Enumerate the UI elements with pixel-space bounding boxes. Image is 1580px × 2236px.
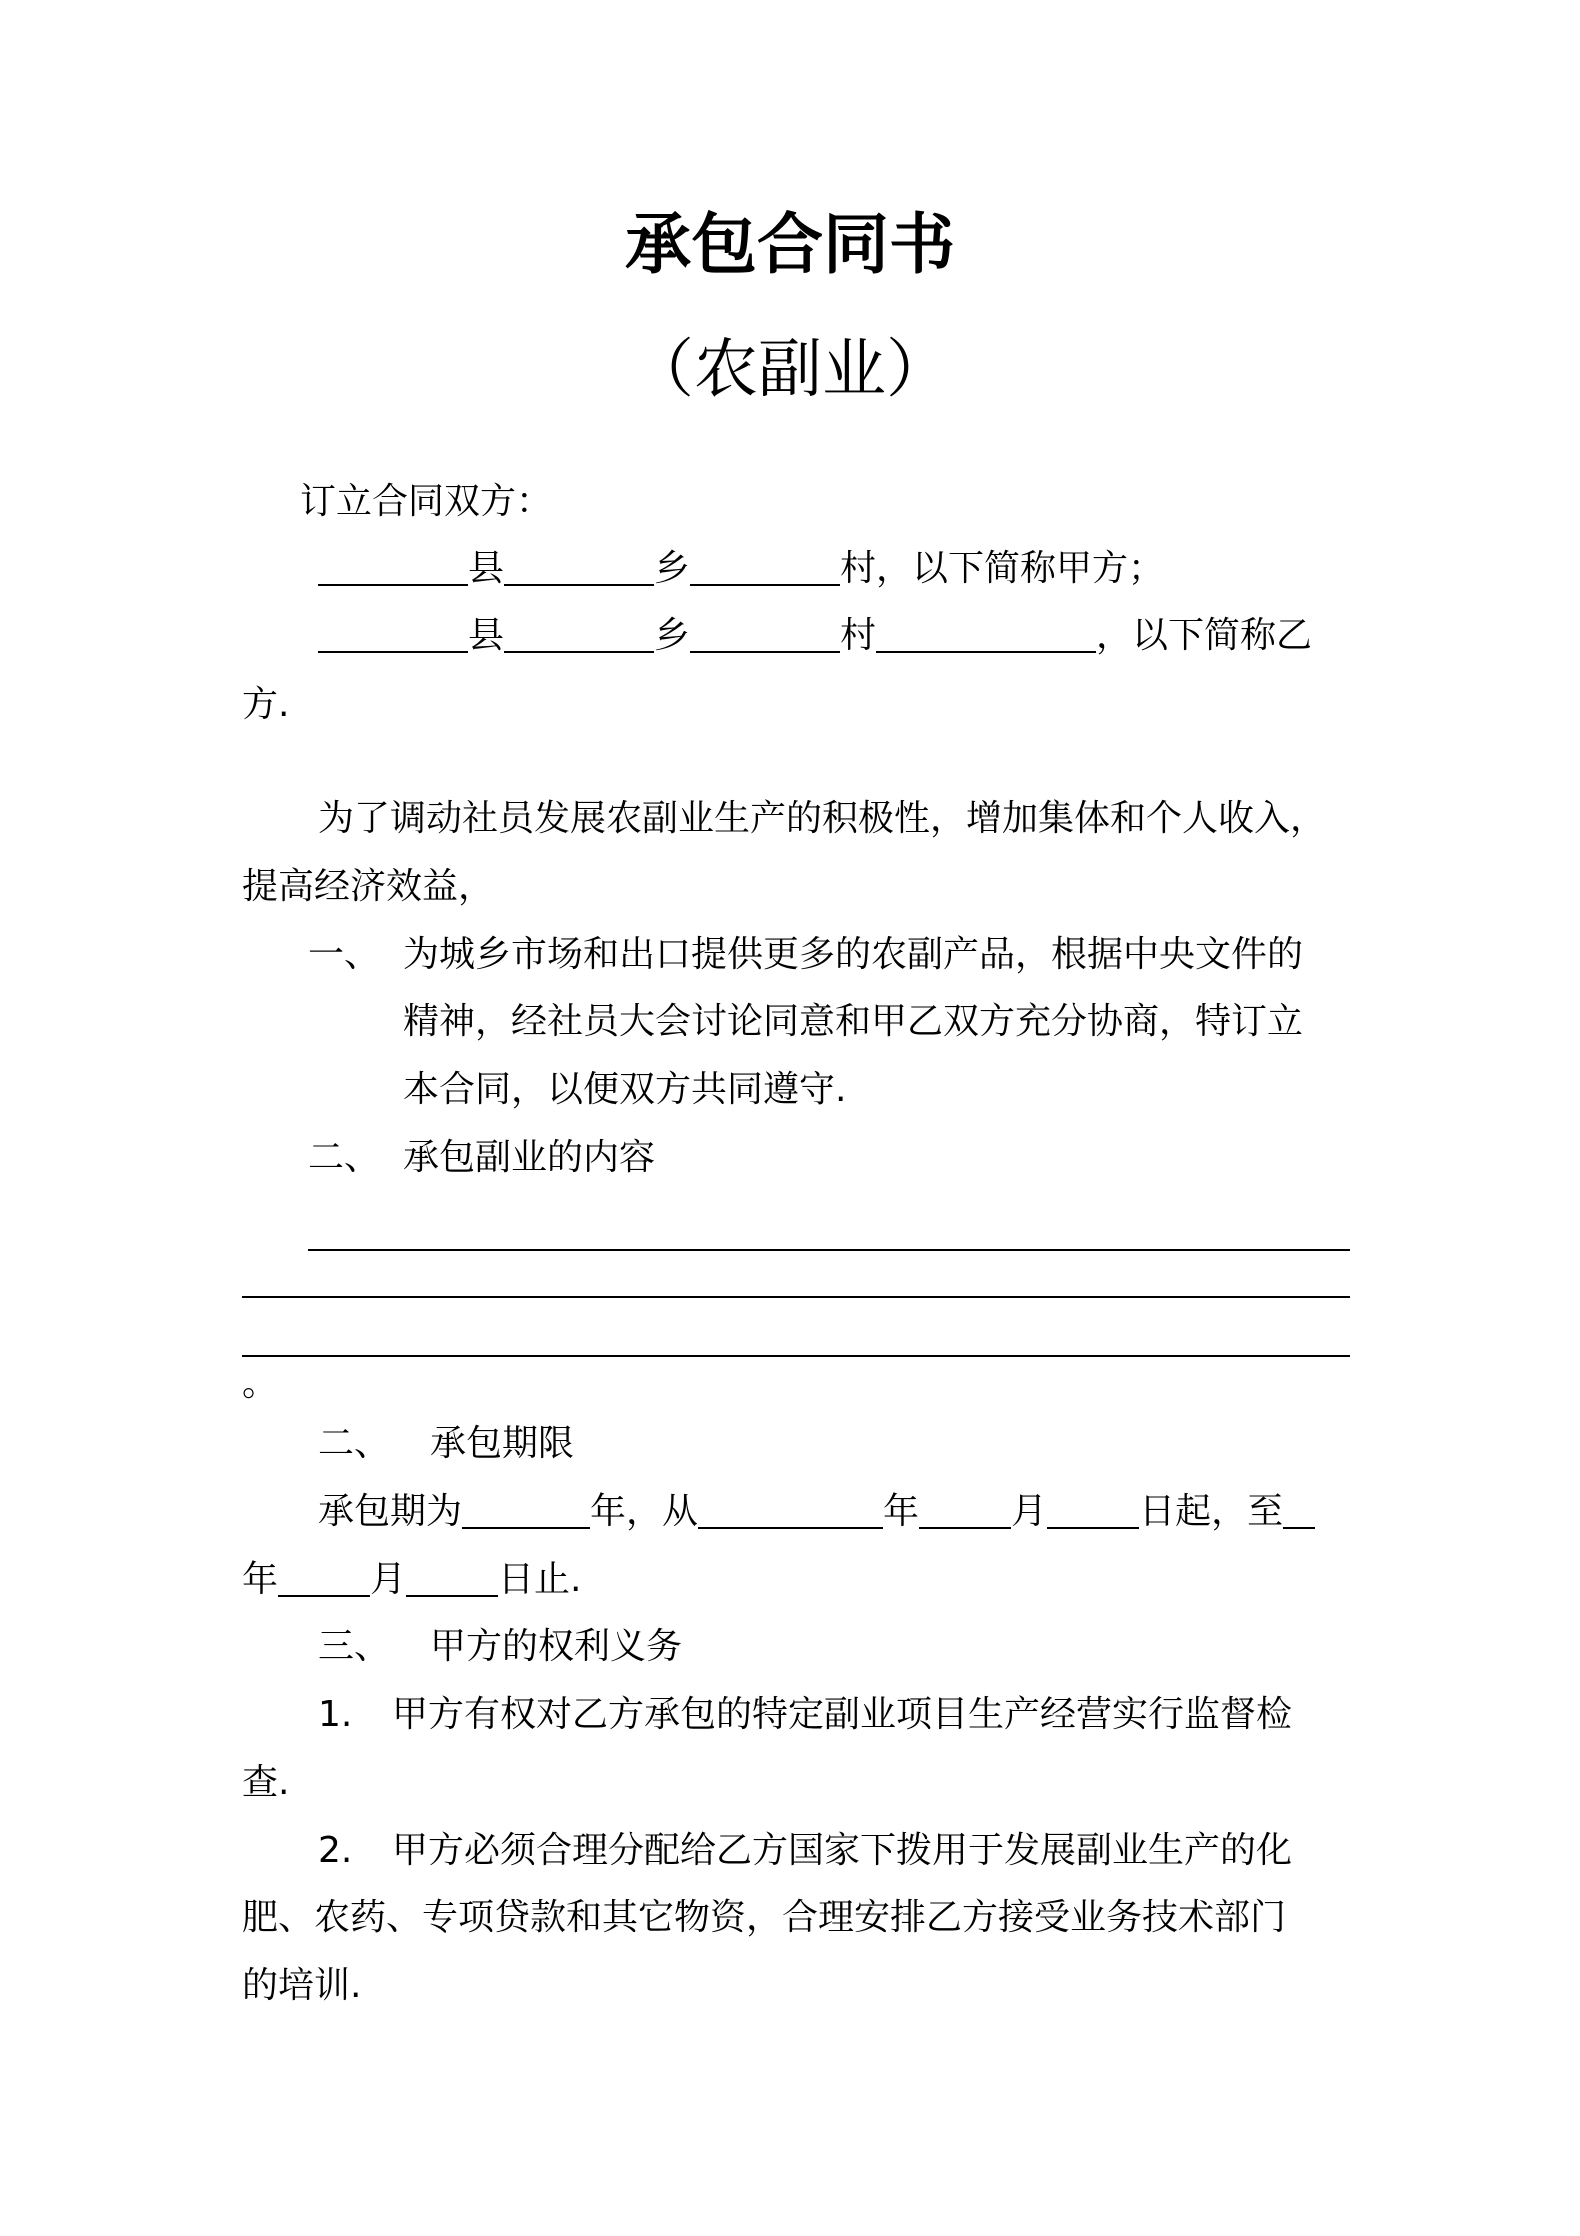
- term-line-2: [242, 1556, 581, 1604]
- party-b-township-blank: [504, 615, 654, 653]
- party-a-county-label: 县: [468, 548, 505, 589]
- term-year-label: 年: [883, 1491, 920, 1532]
- rights-heading: 甲方的权利义务: [430, 1626, 683, 1667]
- party-a-township-label: 乡: [654, 548, 691, 589]
- term-end-year-blank: [1283, 1491, 1315, 1529]
- rights-item-2-num: 2.: [318, 1830, 353, 1871]
- content-blank-line-3: [242, 1355, 1350, 1357]
- rights-marker: 三、: [318, 1626, 391, 1667]
- content-end-mark: 。: [242, 1363, 279, 1404]
- party-b-village-label: 村: [840, 615, 877, 656]
- page-subtitle: （农副业）: [630, 333, 950, 407]
- term-end-label: 日止.: [498, 1559, 582, 1600]
- term-end-month-blank: [278, 1559, 370, 1597]
- content-blank-line-2: [242, 1296, 1350, 1298]
- list-item-1-line-2: 精神，经社员大会讨论同意和甲乙双方充分协商，特订立: [403, 1001, 1304, 1042]
- party-a-village-blank: [690, 548, 840, 586]
- term-start-day-blank: [1047, 1491, 1139, 1529]
- party-a-line: [318, 545, 1164, 593]
- list-marker-1: 一、: [308, 934, 381, 975]
- preamble-line-2: 提高经济效益，: [242, 866, 495, 907]
- party-b-county-blank: [318, 615, 468, 653]
- rights-item-1-line-1: 甲方有权对乙方承包的特定副业项目生产经营实行监督检: [392, 1694, 1293, 1735]
- term-start-year-blank: [698, 1491, 883, 1529]
- term-end-day-blank: [406, 1559, 498, 1597]
- term-end-month-label: 月: [370, 1559, 407, 1600]
- rights-item-1-num: 1.: [318, 1694, 353, 1735]
- term-line-1: [318, 1488, 1315, 1536]
- content-blank-line-1: [308, 1249, 1350, 1251]
- rights-item-2-line-1: 甲方必须合理分配给乙方国家下拨用于发展副业生产的化: [392, 1830, 1293, 1871]
- page-title: 承包合同书: [625, 206, 955, 283]
- party-a-township-blank: [504, 548, 654, 586]
- party-a-suffix: 村，以下简称甲方；: [840, 548, 1165, 589]
- list-item-1-line-1: 为城乡市场和出口提供更多的农副产品，根据中央文件的: [403, 934, 1304, 975]
- party-b-line: [318, 612, 1312, 660]
- list-marker-2: 二、: [308, 1137, 381, 1178]
- term-end-year-label: 年: [242, 1559, 279, 1600]
- list-item-2-text: 承包副业的内容: [403, 1137, 656, 1178]
- term-prefix: 承包期为: [318, 1491, 463, 1532]
- preamble-line-1: 为了调动社员发展农副业生产的积极性，增加集体和个人收入，: [318, 798, 1327, 839]
- party-b-village-blank: [690, 615, 840, 653]
- party-a-county-blank: [318, 548, 468, 586]
- rights-item-2-line-3: 的培训.: [242, 1965, 362, 2006]
- term-marker: 二、: [318, 1423, 391, 1464]
- term-start-month-blank: [919, 1491, 1011, 1529]
- term-heading: 承包期限: [430, 1423, 575, 1464]
- party-b-suffix: ，以下简称乙: [1096, 615, 1313, 656]
- term-day-from: 日起，至: [1139, 1491, 1284, 1532]
- party-b-township-label: 乡: [654, 615, 691, 656]
- party-b-name-blank: [876, 615, 1096, 653]
- term-year-from: 年，从: [590, 1491, 699, 1532]
- parties-intro: 订立合同双方：: [300, 481, 553, 522]
- rights-item-2-line-2: 肥、农药、专项贷款和其它物资，合理安排乙方接受业务技术部门: [242, 1897, 1287, 1938]
- term-years-blank: [462, 1491, 590, 1529]
- party-b-county-label: 县: [468, 615, 505, 656]
- rights-item-1-line-2: 查.: [242, 1762, 290, 1803]
- party-b-tail: 方.: [242, 684, 290, 725]
- term-month-label: 月: [1011, 1491, 1048, 1532]
- list-item-1-line-3: 本合同，以便双方共同遵守.: [403, 1069, 847, 1110]
